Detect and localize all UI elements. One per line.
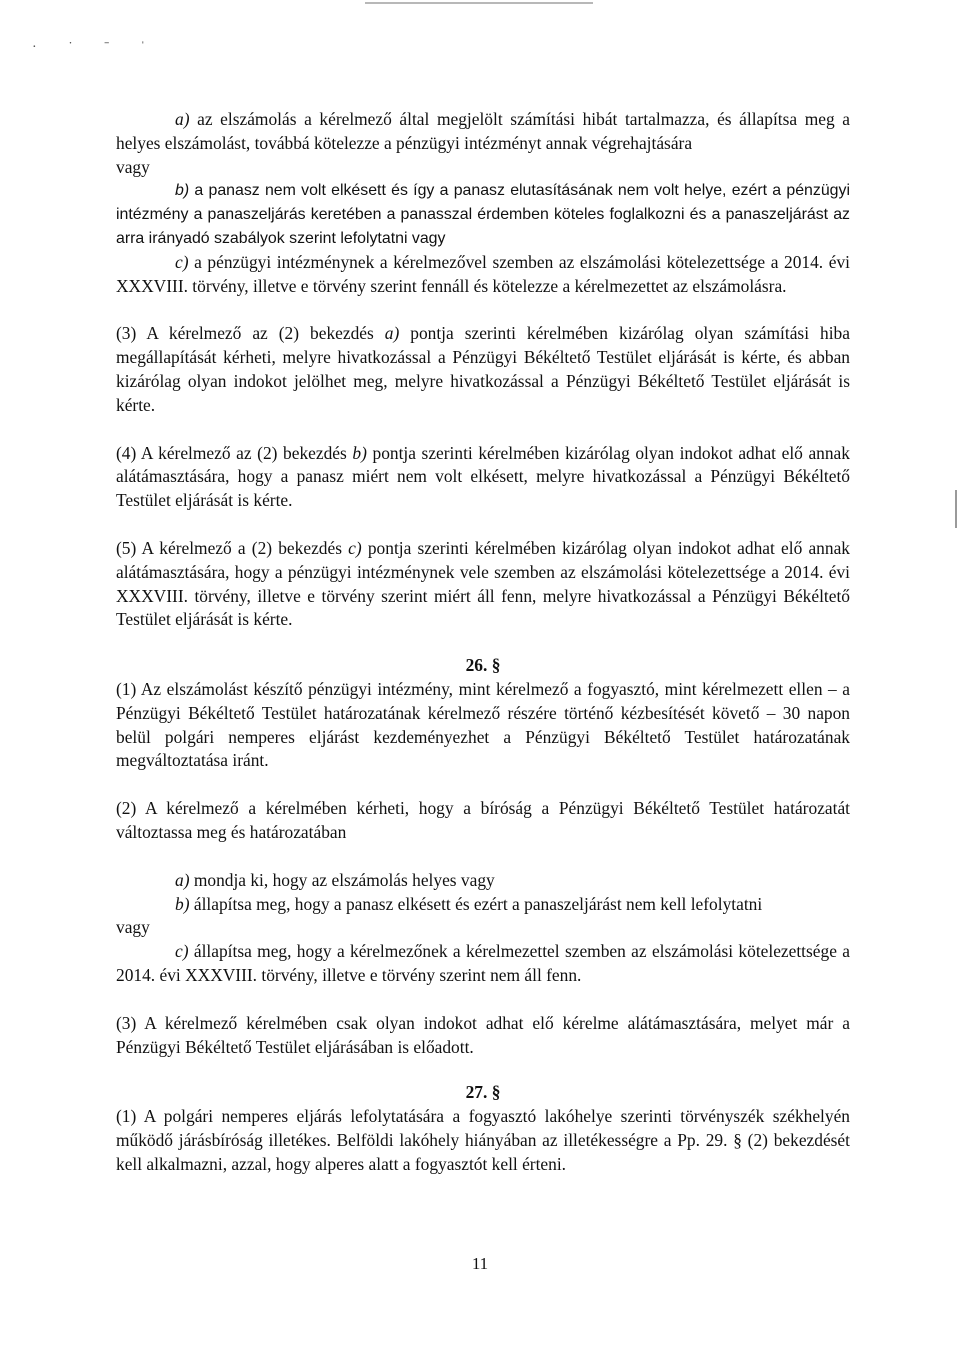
- right-edge-mark: [955, 490, 957, 528]
- paragraph-5-post: pontja szerinti kérelmében kizárólag olyan indokot adhat elő annak alátámasztására, hogy a pénzügyi intézménynek vele szemben az elszámolási kötelezettsége a 2014. évi XXXVIII. törvény, illetve e törvény szerint miért áll fenn, melyre hivatkozással a Pénzügyi Békéltető Testület eljárását is kérte.: [116, 537, 850, 630]
- s26-paragraph-1: (1) Az elszámolást készítő pénzügyi intézmény, mint kérelmező a fogyasztó, mint kérelmezett ellen – a Pénzügyi Békéltető Testület határozatának kérelmező részére történő kézbesítését követő – 30 napon belül polgári nemperes eljárást kezdeményezhet a Pénzügyi Békéltető Testület határozatának megváltoztatása iránt.: [116, 678, 850, 771]
- section-27-title: [116, 1081, 850, 1105]
- s26-paragraph-2: (2) A kérelmező a kérelmében kérheti, hogy a bíróság a Pénzügyi Békéltető Testület határozatát változtassa meg és határozatában: [116, 798, 850, 842]
- document-page: [116, 108, 850, 1176]
- item-a: [116, 108, 850, 156]
- paragraph-3-pre: (3) A kérelmező az (2) bekezdés: [116, 323, 385, 344]
- or-word-1: vagy: [116, 156, 150, 177]
- item-c-text: a pénzügyi intézménynek a kérelmezővel szemben az elszámolási kötelezettsége a 2014. évi XXXVIII. törvény, illetve e törvény szerint fennáll és kötelezze a kérelmezettet az elszámolásra.: [116, 251, 850, 296]
- item-a-mark: a): [175, 109, 190, 129]
- s26-item-a-text: mondja ki, hogy az elszámolás helyes vagy: [189, 869, 495, 890]
- item-c-mark: c): [175, 251, 189, 272]
- paragraph-4: [116, 442, 850, 513]
- paragraph-5: [116, 537, 850, 632]
- item-b-mark: b): [175, 182, 190, 200]
- s26-item-b-mark: b): [175, 893, 190, 914]
- s27-paragraph-1: [116, 1105, 850, 1176]
- s26-item-c-mark: c): [175, 941, 189, 962]
- paragraph-4-mark: b): [352, 442, 367, 463]
- scan-specks: · ˙ ˉ ˈ: [32, 40, 160, 55]
- item-b-text: a panasz nem volt elkésett és így a panasz elutasításának nem volt helye, ezért a pénzügyi intézmény a panaszeljárás keretében a panasszal érdemben köteles foglalkozni és a panaszeljárást az arra irányadó szabályok szerint lefolytatni vagy: [116, 182, 850, 247]
- s27-paragraph-1-post: (2) bekezdését kell alkalmazni, azzal, hogy alperes alatt a fogyasztót kell érteni.: [116, 1129, 850, 1174]
- section-27-sign: §: [491, 1082, 501, 1103]
- section-26-sign: §: [491, 655, 501, 676]
- s27-paragraph-1-sign: §: [733, 1129, 742, 1150]
- paragraph-5-pre: (5) A kérelmező a (2) bekezdés: [116, 537, 349, 558]
- s26-paragraph-3: (3) A kérelmező kérelmében csak olyan indokot adhat elő kérelme alátámasztására, melyet már a Pénzügyi Békéltető Testület eljárásában is előadott.: [116, 1012, 850, 1057]
- paragraph-4-post: pontja szerinti kérelmében kizárólag olyan indokot adhat elő annak alátámasztására, hogy a panasz miért nem volt elkésett, melyre hivatkozással a Pénzügyi Békéltető Testület eljárását is kérte.: [116, 442, 850, 511]
- s26-item-a: [116, 869, 850, 893]
- s26-item-b-text: állapítsa meg, hogy a panasz elkésett és ezért a panaszeljárást nem kell lefolytatni: [189, 893, 763, 914]
- s26-item-c-text: állapítsa meg, hogy a kérelmezőnek a kérelmezettel szemben az elszámolási kötelezettsége a 2014. évi XXXVIII. törvény, illetve e törvény szerint nem áll fenn.: [116, 941, 850, 985]
- item-a-text: az elszámolás a kérelmező által megjelölt számítási hibát tartalmazza, és állapítsa meg a helyes elszámolást, továbbá kötelezze a pénzügyi intézményt annak végrehajtására: [116, 109, 850, 153]
- paragraph-3: [116, 322, 850, 417]
- s26-or-word: vagy: [116, 917, 150, 938]
- s27-paragraph-1-pre: (1) A polgári nemperes eljárás lefolytatására a fogyasztó lakóhelye szerinti törvényszék székhelyén működő járásbíróság illetékes. Belföldi lakóhely hiányában az illetékességre a Pp. 29.: [116, 1106, 850, 1150]
- top-scan-rule: [365, 2, 593, 4]
- section-26-title: [116, 654, 850, 678]
- s26-item-b: [116, 893, 850, 917]
- section-26-number: 26.: [465, 655, 488, 676]
- s26-item-a-mark: a): [175, 869, 190, 890]
- s26-item-c: [116, 940, 850, 988]
- paragraph-5-mark: c): [348, 537, 362, 558]
- page-number: 11: [471, 1254, 489, 1273]
- paragraph-4-pre: (4) A kérelmező az (2) bekezdés: [116, 442, 353, 463]
- item-b: [116, 179, 850, 250]
- section-27-number: 27.: [465, 1082, 488, 1103]
- paragraph-3-mark: a): [384, 323, 400, 344]
- item-c: [116, 251, 850, 299]
- paragraph-3-post: pontja szerinti kérelmében kizárólag olyan számítási hiba megállapítását kérheti, melyre hivatkozással a Pénzügyi Békéltető Testület eljárását is kérte, és abban kizárólag olyan indokot jelölhet meg, melyre hivatkozással a Pénzügyi Békéltető Testület eljárását is kérte.: [116, 323, 850, 415]
